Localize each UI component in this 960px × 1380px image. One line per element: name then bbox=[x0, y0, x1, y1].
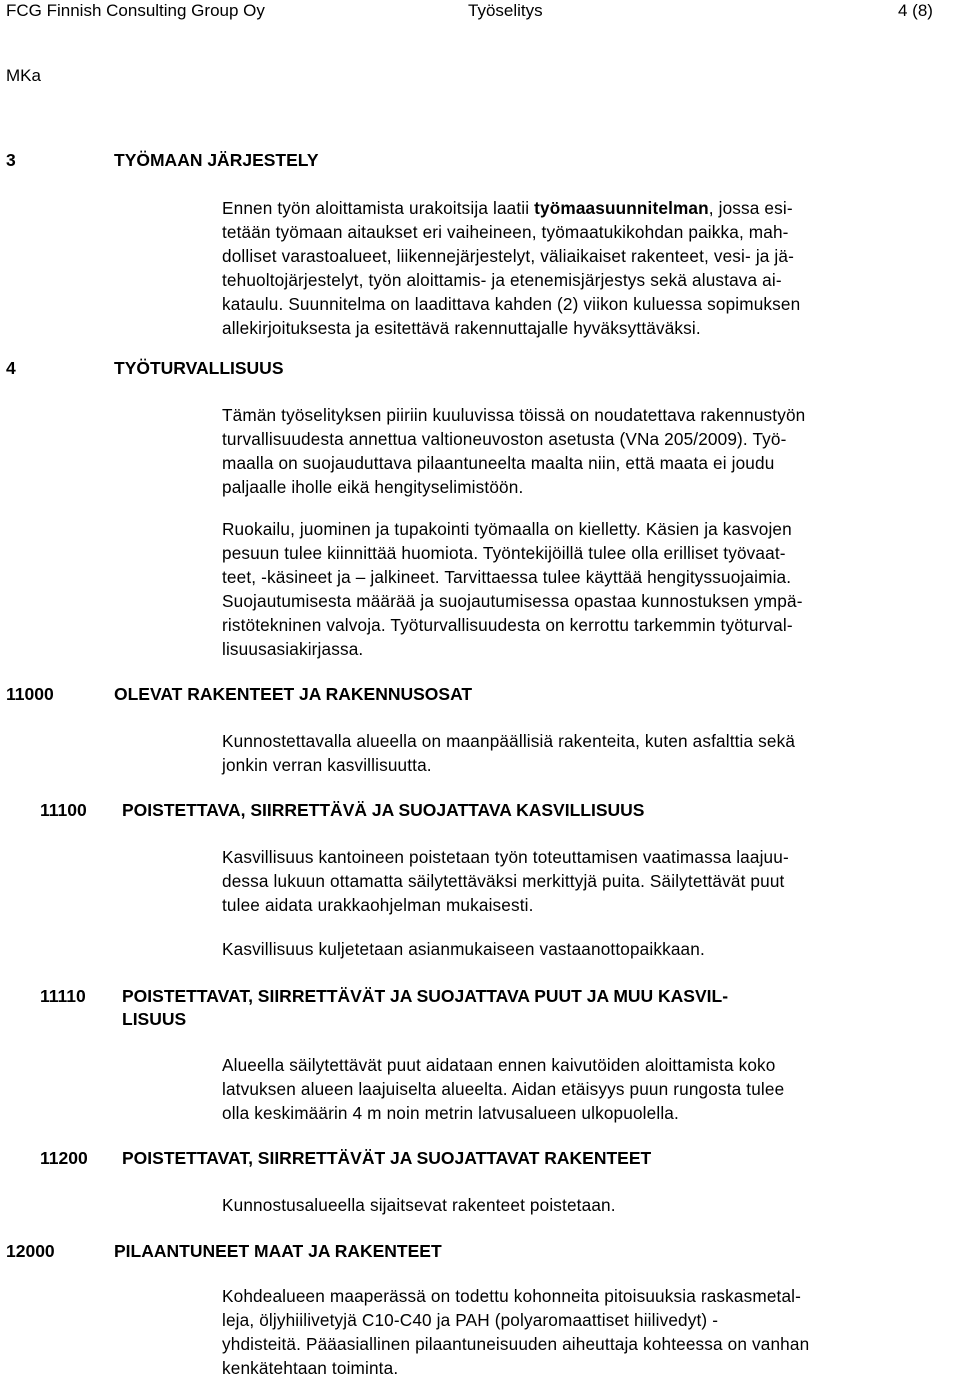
text-line: olla keskimäärin 4 m noin metrin latvusalueen ulkopuolella. bbox=[222, 1103, 679, 1123]
paragraph bbox=[222, 196, 958, 340]
text-line: Ruokailu, juominen ja tupakointi työmaalla on kielletty. Käsien ja kasvojen bbox=[222, 519, 792, 539]
text-run: Ennen työn aloittamista urakoitsija laatii bbox=[222, 198, 535, 218]
paragraph bbox=[222, 845, 958, 917]
text-line: Kasvillisuus kantoineen poistetaan työn toteuttamisen vaatimassa laajuu- bbox=[222, 847, 789, 867]
text-line: paljaalle iholle eikä hengityselimistöön. bbox=[222, 477, 524, 497]
paragraph bbox=[222, 729, 958, 777]
section-title: TYÖMAAN JÄRJESTELY bbox=[114, 150, 319, 170]
page-number: 4 (8) bbox=[898, 1, 933, 20]
text-line: yhdisteitä. Pääasiallinen pilaantuneisuuden aiheuttaja kohteessa on vanhan bbox=[222, 1334, 810, 1354]
text-line: tulee aidata urakkaohjelman mukaisesti. bbox=[222, 895, 534, 915]
section-number: 11000 bbox=[6, 684, 54, 704]
text-line: latvuksen alueen laajuiselta alueelta. Aidan etäisyys puun rungosta tulee bbox=[222, 1079, 785, 1099]
text-line: pesuun tulee kiinnittää huomiota. Työntekijöillä tulee olla erilliset työvaat- bbox=[222, 543, 786, 563]
text-line: Kasvillisuus kuljetetaan asianmukaiseen vastaanottopaikkaan. bbox=[222, 939, 705, 959]
text-line: jonkin verran kasvillisuutta. bbox=[222, 755, 432, 775]
section-number: 3 bbox=[6, 150, 16, 170]
section-number: 11100 bbox=[40, 800, 87, 820]
bold-term: työmaasuunnitelman bbox=[534, 198, 709, 218]
paragraph bbox=[222, 1284, 958, 1380]
text-line: Tämän työselityksen piiriin kuuluvissa töissä on noudatettava rakennustyön bbox=[222, 405, 806, 425]
section-number: 12000 bbox=[6, 1241, 55, 1261]
section-title: POISTETTAVAT, SIIRRETTÄVÄT JA SUOJATTAVA PUUT JA MUU KASVIL- bbox=[122, 986, 729, 1006]
section-number: 11200 bbox=[40, 1148, 88, 1168]
text-line: tehuoltojärjestelyt, työn aloittamis- ja etenemisjärjestys sekä alustava ai- bbox=[222, 270, 782, 290]
company-name: FCG Finnish Consulting Group Oy bbox=[6, 1, 265, 20]
text-line: lisuusasiakirjassa. bbox=[222, 639, 364, 659]
text-line: dolliset varastoalueet, liikennejärjestelyt, väliaikaiset rakenteet, vesi- ja jä- bbox=[222, 246, 794, 266]
text-line: kenkätehtaan toiminta. bbox=[222, 1358, 399, 1378]
text-line: Kunnostusalueella sijaitsevat rakenteet poistetaan. bbox=[222, 1195, 616, 1215]
paragraph bbox=[222, 1193, 958, 1217]
text-line: Kunnostettavalla alueella on maanpäällisiä rakenteita, kuten asfalttia sekä bbox=[222, 731, 796, 751]
text-line: turvallisuudesta annettua valtioneuvoston asetusta (VNa 205/2009). Työ- bbox=[222, 429, 787, 449]
section-title: OLEVAT RAKENTEET JA RAKENNUSOSAT bbox=[114, 684, 473, 704]
section-number: 11110 bbox=[40, 986, 86, 1006]
text-line: leja, öljyhiilivetyjä C10-C40 ja PAH (polyaromaattiset hiilivedyt) - bbox=[222, 1310, 719, 1330]
section-title: POISTETTAVAT, SIIRRETTÄVÄT JA SUOJATTAVAT RAKENTEET bbox=[122, 1148, 652, 1168]
section-number: 4 bbox=[6, 358, 16, 378]
text-line: maalla on suojauduttava pilaantuneelta maalta niin, että maata ei joudu bbox=[222, 453, 775, 473]
text-run: , jossa esi- bbox=[708, 198, 793, 218]
section-title: PILAANTUNEET MAAT JA RAKENTEET bbox=[114, 1241, 442, 1261]
paragraph bbox=[222, 1053, 958, 1125]
text-line: ristötekninen valvoja. Työturvallisuudesta on kerrottu tarkemmin työturval- bbox=[222, 615, 793, 635]
text-line: Alueella säilytettävät puut aidataan ennen kaivutöiden aloittamista koko bbox=[222, 1055, 776, 1075]
text-line: allekirjoituksesta ja esitettävä rakennuttajalle hyväksyttäväksi. bbox=[222, 318, 701, 338]
document-title: Työselitys bbox=[468, 1, 543, 20]
author-initials: MKa bbox=[6, 66, 41, 85]
paragraph bbox=[222, 937, 958, 961]
text-line: tetään työmaan aitaukset eri vaiheineen, työmaatukikohdan paikka, mah- bbox=[222, 222, 789, 242]
text-line: Suojautumisesta määrää ja suojautumisessa opastaa kunnostuksen ympä- bbox=[222, 591, 803, 611]
paragraph bbox=[222, 403, 958, 499]
section-title: TYÖTURVALLISUUS bbox=[114, 358, 284, 378]
text-line: Kohdealueen maaperässä on todettu kohonneita pitoisuuksia raskasmetal- bbox=[222, 1286, 802, 1306]
section-title-continued: LISUUS bbox=[122, 1009, 187, 1029]
text-line bbox=[222, 196, 958, 220]
text-line: kataulu. Suunnitelma on laadittava kahden (2) viikon kuluessa sopimuksen bbox=[222, 294, 801, 314]
text-line: teet, -käsineet ja – jalkineet. Tarvittaessa tulee käyttää hengityssuojaimia. bbox=[222, 567, 792, 587]
section-title: POISTETTAVA, SIIRRETTÄVÄ JA SUOJATTAVA KASVILLISUUS bbox=[122, 800, 645, 820]
text-line: dessa lukuun ottamatta säilytettäväksi merkittyjä puita. Säilytettävät puut bbox=[222, 871, 785, 891]
paragraph bbox=[222, 517, 958, 661]
